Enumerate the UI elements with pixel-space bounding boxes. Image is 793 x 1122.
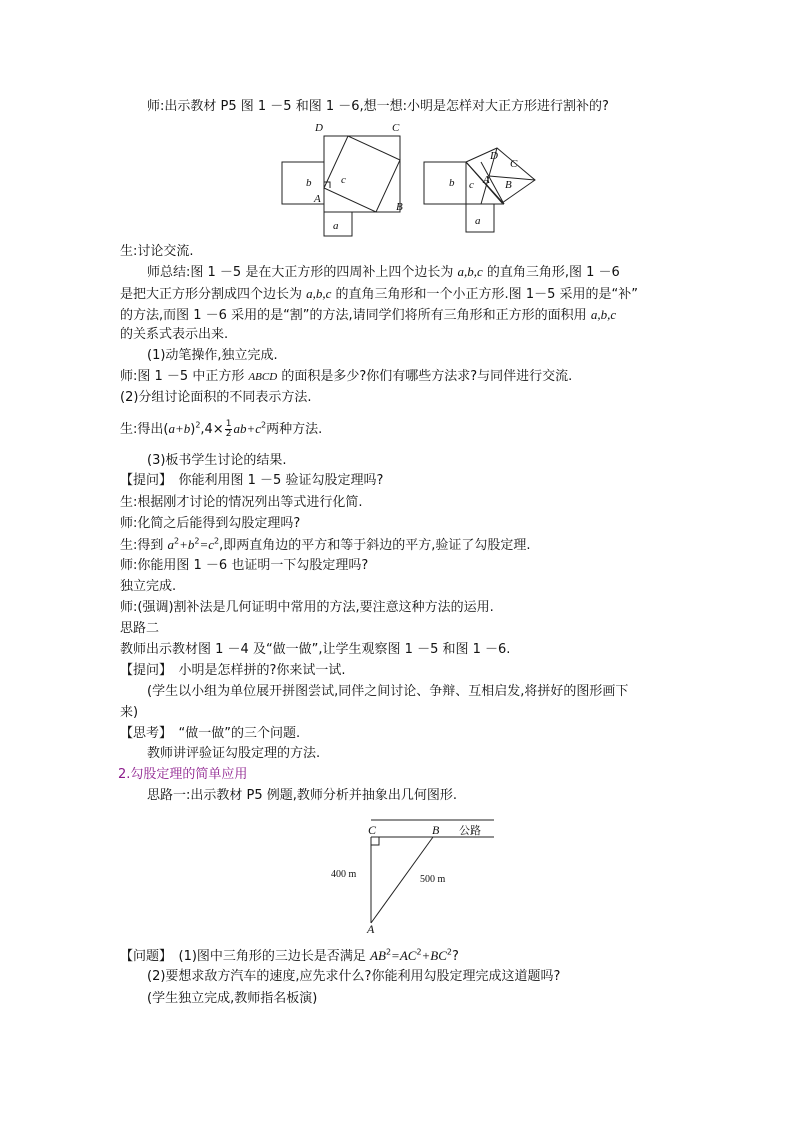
text-seg: 是把大正方形分割成四个边长为 xyxy=(120,287,307,302)
label-a: a xyxy=(475,215,481,227)
text-line-28 xyxy=(120,947,459,966)
text-line-12: 【提问】 你能利用图 1 －5 验证勾股定理吗? xyxy=(120,473,384,488)
text-line-19: 思路二 xyxy=(120,621,160,636)
math-a-plus-b: a+b xyxy=(168,421,191,436)
label-c: c xyxy=(341,174,346,186)
math-exp: 2 xyxy=(446,947,453,957)
math-AB: AB xyxy=(370,948,386,963)
label-A: A xyxy=(483,174,490,186)
text-line-5 xyxy=(120,306,616,325)
frac-den: 2 xyxy=(225,429,232,439)
text-line-3 xyxy=(147,263,620,282)
text-seg: ,即两直角边的平方和等于斜边的平方,验证了勾股定理. xyxy=(219,538,531,553)
text-seg: ? xyxy=(452,949,459,964)
text-line-15 xyxy=(120,536,531,555)
math-b: +b xyxy=(179,537,195,552)
math-abc: a,b,c xyxy=(306,286,332,301)
label-A: A xyxy=(367,922,375,934)
text-line-16: 师:你能用图 1 －6 也证明一下勾股定理吗? xyxy=(120,558,369,573)
text-seg: 的直角三角形,图 1 －6 xyxy=(482,265,620,280)
figure-1-5 xyxy=(277,120,407,238)
text-line-1: 师:出示教材 P5 图 1 －5 和图 1 －6,想一想:小明是怎样对大正方形进行割补的? xyxy=(147,99,609,114)
text-seg: 的方法,而图 1 －6 采用的是“割”的方法,请同学们将所有三角形和正方形的面积用 xyxy=(120,308,591,323)
math-exp: 2 xyxy=(260,420,267,430)
side-ab-label: 500 m xyxy=(420,874,446,885)
math-AC: =AC xyxy=(391,948,417,963)
text-line-27: 思路一:出示教材 P5 例题,教师分析并抽象出几何图形. xyxy=(147,788,458,803)
text-line-18: 师:(强调)割补法是几何证明中常用的方法,要注意这种方法的运用. xyxy=(120,600,494,615)
label-B: B xyxy=(432,823,440,837)
label-C: C xyxy=(510,158,518,170)
text-seg: ) xyxy=(190,422,196,437)
text-line-24: 【思考】 “做一做”的三个问题. xyxy=(120,726,301,741)
side-ac-label: 400 m xyxy=(331,869,357,880)
text-seg: 生:得出( xyxy=(120,422,169,437)
math-exp: 2 xyxy=(174,536,180,546)
road-label: 公路 xyxy=(459,825,481,837)
label-C: C xyxy=(368,823,377,837)
text-seg: 两种方法. xyxy=(266,422,323,437)
text-line-4 xyxy=(120,285,638,304)
text-line-29: (2)要想求敌方汽车的速度,应先求什么?你能利用勾股定理完成这道题吗? xyxy=(147,969,561,984)
label-D: D xyxy=(490,150,498,162)
text-line-2: 生:讨论交流. xyxy=(120,244,194,259)
math-abc: a,b,c xyxy=(590,307,617,322)
math-abc: a,b,c xyxy=(457,264,483,279)
math-half xyxy=(225,420,233,439)
text-seg: 师总结:图 1 －5 是在大正方形的四周补上四个边长为 xyxy=(147,265,458,280)
math-exp: 2 xyxy=(194,536,200,546)
text-seg: 师:图 1 －5 中正方形 xyxy=(120,369,249,384)
text-line-11: (3)板书学生讨论的结果. xyxy=(147,453,287,468)
text-line-21: 【提问】 小明是怎样拼的?你来试一试. xyxy=(120,663,346,678)
text-line-25: 教师讲评验证勾股定理的方法. xyxy=(147,746,321,761)
text-line-30: (学生独立完成,教师指名板演) xyxy=(147,991,318,1006)
label-b: b xyxy=(306,177,312,189)
label-c: c xyxy=(469,179,474,191)
text-seg: ,4× xyxy=(200,422,224,437)
figure-road-triangle xyxy=(328,812,498,934)
text-line-13: 生:根据刚才讨论的情况列出等式进行化简. xyxy=(120,495,363,510)
text-line-8 xyxy=(120,368,572,386)
label-C: C xyxy=(392,122,400,134)
math-exp: 2 xyxy=(416,947,422,957)
math-ABCD: ABCD xyxy=(248,371,278,383)
text-seg: 的面积是多少?你们有哪些方法求?与同伴进行交流. xyxy=(277,369,573,384)
text-line-14: 师:化简之后能得到勾股定理吗? xyxy=(120,516,301,531)
math-BC: +BC xyxy=(421,948,447,963)
text-line-10 xyxy=(120,418,322,441)
math-c: =c xyxy=(199,537,215,552)
text-line-9: (2)分组讨论面积的不同表示方法. xyxy=(120,390,312,405)
text-seg: 【问题】 (1)图中三角形的三边长是否满足 xyxy=(120,949,371,964)
text-line-17: 独立完成. xyxy=(120,579,177,594)
section-heading: 2.勾股定理的简单应用 xyxy=(118,767,248,782)
math-exp: 2 xyxy=(385,947,392,957)
text-line-6: 的关系式表示出来. xyxy=(120,327,229,342)
math-exp: 2 xyxy=(214,536,220,546)
text-seg: 的直角三角形和一个小正方形.图 1－5 采用的是“补” xyxy=(331,287,638,302)
label-a: a xyxy=(333,220,339,232)
text-line-22: (学生以小组为单位展开拼图尝试,同伴之间讨论、争辩、互相启发,将拼好的图形画下 xyxy=(147,684,629,699)
frac-num: 1 xyxy=(225,419,232,429)
label-A: A xyxy=(314,193,321,205)
text-line-20: 教师出示教材图 1 －4 及“做一做”,让学生观察图 1 －5 和图 1 －6. xyxy=(120,642,511,657)
math-a: a xyxy=(167,537,175,552)
figure-1-6 xyxy=(419,138,543,238)
label-B: B xyxy=(505,179,512,191)
text-line-7: (1)动笔操作,独立完成. xyxy=(147,348,278,363)
math-ab-c: ab+c xyxy=(233,421,261,436)
label-D: D xyxy=(315,122,323,134)
math-exp: 2 xyxy=(195,420,201,430)
label-b: b xyxy=(449,177,455,189)
text-seg: 生:得到 xyxy=(120,538,168,553)
text-line-23: 来) xyxy=(120,705,139,720)
label-B: B xyxy=(396,201,403,213)
